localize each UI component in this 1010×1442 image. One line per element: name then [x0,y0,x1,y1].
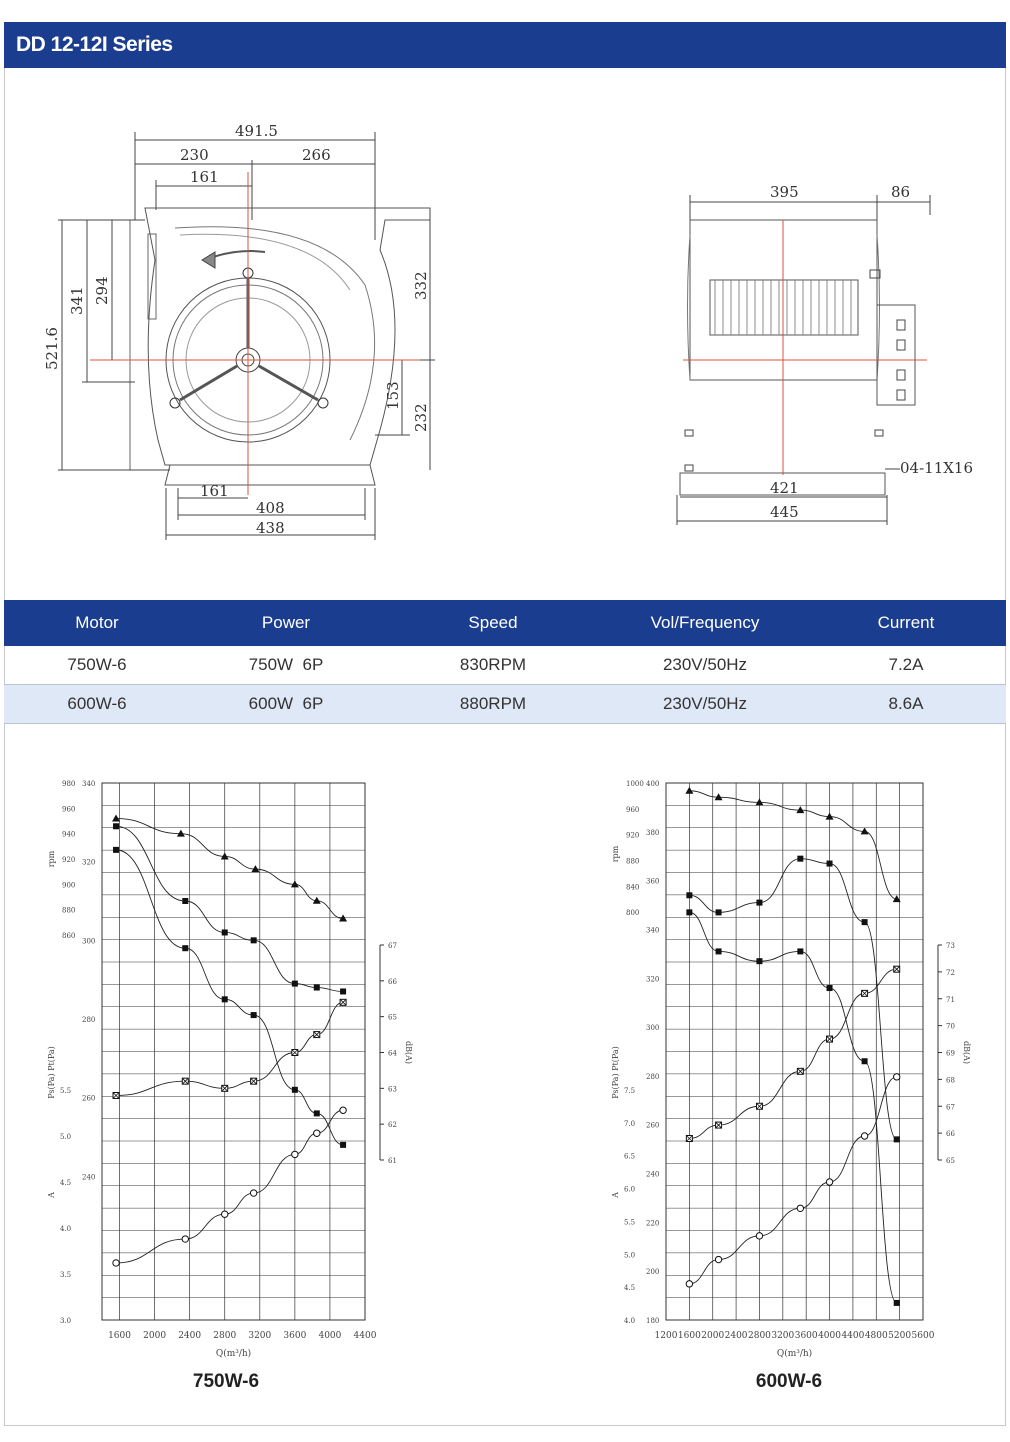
performance-chart-600w [598,775,988,1365]
pressure-tick-label: 320 [646,975,660,984]
noise-tick-label: 66 [946,1130,955,1139]
table-header-row [4,600,1006,646]
dim-top-offset: 161 [190,168,219,186]
pressure-tick-label: 240 [82,1173,96,1182]
current-tick-label: 7.0 [624,1119,636,1128]
dim-left-width: 230 [180,146,209,164]
spec-table [4,600,1006,724]
series-line-ptpa [689,859,896,1140]
x-tick-label: 2800 [213,1331,237,1341]
rpm-point [112,814,120,821]
rpm-tick-label: 880 [62,906,76,915]
series-line-a [116,1110,343,1263]
current-tick-label: 6.0 [624,1185,636,1194]
col-vol-frequency: Vol/Frequency [604,600,806,646]
pressure-tick-label: 360 [646,877,660,886]
noise-tick-label: 72 [946,968,955,977]
performance-chart-750w [40,775,440,1365]
pressure-point [827,861,833,867]
current-tick-label: 3.5 [60,1271,72,1279]
rpm-tick-label: 840 [626,883,640,892]
rpm-tick-label: 920 [626,831,640,840]
current-axis-label: A [611,1192,620,1198]
pressure-point [862,919,868,925]
current-point [182,1236,188,1242]
cell-speed: 880RPM [382,685,604,724]
chart-caption-600w: 600W-6 [755,1371,823,1392]
pressure-point [314,1110,320,1116]
noise-tick-label: 65 [388,1013,397,1022]
x-axis-label: Q(m³/h) [215,1349,252,1359]
cell-power: 600W 6P [190,685,382,724]
current-point [894,1074,900,1080]
x-tick-label: 2800 [748,1331,771,1341]
noise-tick-label: 64 [388,1049,397,1058]
noise-tick-label: 67 [946,1103,955,1112]
pressure-point [113,847,119,853]
current-point [292,1151,298,1157]
pressure-point [716,948,722,954]
series-header [4,22,1006,68]
dim-right-width: 266 [302,146,331,164]
x-tick-label: 3200 [248,1331,272,1341]
series-line-pspa [689,912,896,1303]
dim-width-395: 395 [770,183,799,201]
dim-hole-label: 04-11X16 [900,459,974,477]
pressure-point [894,1136,900,1142]
current-tick-label: 6.5 [624,1152,636,1161]
pressure-point [182,945,188,951]
x-tick-label: 4000 [818,1331,841,1341]
current-tick-label: 5.0 [60,1133,72,1141]
pressure-tick-label: 300 [82,937,96,946]
rpm-tick-label: 880 [626,857,640,866]
current-point [715,1256,721,1262]
current-point [222,1211,228,1217]
pressure-point [797,948,803,954]
current-point [756,1233,762,1239]
pressure-point [686,909,692,915]
dim-base-438: 438 [256,519,285,537]
dim-height-153: 153 [384,381,402,410]
pressure-tick-label: 280 [646,1072,660,1081]
pressure-tick-label: 180 [646,1317,660,1325]
pressure-point [222,996,228,1002]
current-point [861,1133,867,1139]
x-tick-label: 1600 [677,1331,701,1341]
current-point [797,1205,803,1211]
chart-plot-area [611,780,971,1359]
current-tick-label: 5.5 [60,1087,72,1095]
x-tick-label: 2000 [143,1331,167,1341]
cell-current: 8.6A [806,685,1006,724]
pressure-point [862,1058,868,1064]
pressure-point [340,988,346,994]
cell-vol-frequency: 230V/50Hz [604,685,806,724]
pressure-tick-label: 340 [82,780,96,788]
pressure-tick-label: 280 [82,1016,96,1024]
col-power: Power [190,600,382,646]
current-point [250,1190,256,1196]
dim-overall-width: 491.5 [235,122,278,140]
series-line-rpm [689,791,896,899]
rpm-tick-label: 860 [62,932,76,940]
pressure-point [894,1300,900,1306]
noise-tick-label: 61 [388,1157,397,1165]
pressure-point [251,1012,257,1018]
noise-tick-label: 62 [388,1121,397,1130]
current-point [340,1107,346,1113]
page-title: DD 12-12I Series [16,33,173,56]
rpm-tick-label: 900 [62,881,76,890]
pressure-point [716,909,722,915]
pressure-tick-label: 300 [646,1024,660,1033]
current-tick-label: 7.5 [624,1087,636,1095]
pressure-point [797,856,803,862]
noise-axis-label: dB(A) [962,1040,971,1065]
pressure-point [827,985,833,991]
x-tick-label: 1600 [108,1331,131,1341]
pressure-point [686,892,692,898]
rpm-axis-label: rpm [47,850,56,868]
noise-axis-label: dB(A) [404,1040,413,1065]
rpm-tick-label: 960 [62,805,76,814]
chart-caption-750w: 750W-6 [192,1371,260,1392]
pressure-tick-label: 340 [646,926,660,935]
pressure-point [251,937,257,943]
dim-height-total: 521.6 [43,327,61,370]
current-tick-label: 5.5 [624,1218,636,1227]
dim-width-86: 86 [891,183,911,201]
noise-tick-label: 73 [946,942,955,950]
pressure-tick-label: 400 [646,780,660,788]
table-row [4,646,1006,685]
dim-base-161: 161 [200,482,229,500]
x-tick-label: 5600 [911,1331,935,1341]
col-speed: Speed [382,600,604,646]
front-view-drawing [30,110,460,550]
pressure-tick-label: 220 [646,1219,660,1228]
pressure-tick-label: 260 [646,1121,660,1130]
pressure-point [292,981,298,987]
col-current: Current [806,600,1006,646]
current-tick-label: 3.0 [60,1317,72,1325]
noise-tick-label: 69 [946,1049,955,1058]
rpm-tick-label: 940 [62,830,76,839]
current-axis-label: A [47,1192,56,1198]
noise-tick-label: 65 [946,1157,955,1165]
rpm-tick-label: 960 [626,805,640,814]
pressure-axis-label: Ps(Pa) Pt(Pa) [47,1046,56,1099]
cell-vol-frequency: 230V/50Hz [604,646,806,685]
cell-motor: 750W-6 [4,646,190,685]
rpm-point [685,787,693,794]
noise-tick-label: 67 [388,942,397,950]
noise-tick-label: 66 [388,977,397,986]
pressure-point [314,985,320,991]
pressure-point [182,898,188,904]
current-tick-label: 4.0 [60,1225,72,1233]
rpm-tick-label: 980 [62,780,76,788]
x-tick-label: 3200 [771,1331,795,1341]
side-view-drawing [665,175,985,535]
noise-tick-label: 68 [946,1076,955,1085]
cell-motor: 600W-6 [4,685,190,724]
pressure-point [222,929,228,935]
dim-base-408: 408 [256,499,285,517]
current-point [113,1260,119,1266]
series-line-pspa [116,850,343,1145]
rpm-tick-label: 800 [626,909,640,918]
dim-height-232: 232 [412,403,430,432]
x-tick-label: 4000 [318,1331,342,1341]
pressure-tick-label: 380 [646,828,660,837]
table-row [4,685,1006,724]
current-tick-label: 4.0 [624,1317,636,1325]
rpm-tick-label: 920 [62,856,76,864]
cell-speed: 830RPM [382,646,604,685]
dim-height-294: 294 [93,276,111,305]
col-motor: Motor [4,600,190,646]
current-point [314,1130,320,1136]
current-tick-label: 4.5 [60,1179,72,1187]
x-tick-label: 2000 [701,1331,725,1341]
chart-plot-area [47,780,413,1359]
x-tick-label: 1200 [654,1331,678,1341]
pressure-tick-label: 200 [646,1268,660,1277]
pressure-axis-label: Ps(Pa) Pt(Pa) [611,1046,620,1099]
series-line-dba [116,1002,343,1095]
x-tick-label: 3600 [283,1331,307,1341]
pressure-point [340,1142,346,1148]
pressure-point [756,900,762,906]
noise-tick-label: 71 [946,995,955,1004]
pressure-point [292,1087,298,1093]
dim-base-445: 445 [770,503,799,521]
dim-height-341: 341 [68,286,86,315]
x-tick-label: 3600 [794,1331,818,1341]
pressure-point [756,958,762,964]
x-tick-label: 4800 [864,1331,888,1341]
x-axis-label: Q(m³/h) [776,1349,813,1359]
dim-height-332: 332 [412,271,430,300]
x-tick-label: 2400 [724,1331,748,1341]
rpm-axis-label: rpm [611,845,620,863]
x-tick-label: 5200 [888,1331,912,1341]
pressure-tick-label: 320 [82,858,96,867]
pressure-tick-label: 240 [646,1170,660,1179]
pressure-point [113,823,119,829]
noise-tick-label: 63 [388,1085,397,1094]
current-point [686,1281,692,1287]
current-tick-label: 4.5 [624,1284,636,1293]
current-tick-label: 5.0 [624,1251,636,1260]
rpm-point [755,798,763,805]
cell-power: 750W 6P [190,646,382,685]
noise-tick-label: 70 [946,1022,955,1031]
cell-current: 7.2A [806,646,1006,685]
x-tick-label: 4400 [353,1331,377,1341]
rpm-point [177,830,185,837]
x-tick-label: 4400 [841,1331,865,1341]
series-line-ptpa [116,826,343,991]
dim-base-421: 421 [770,479,799,497]
current-point [826,1179,832,1185]
rpm-tick-label: 1000 [626,780,644,788]
series-line-rpm [116,818,343,918]
x-tick-label: 2400 [178,1331,202,1341]
pressure-tick-label: 260 [82,1094,96,1103]
